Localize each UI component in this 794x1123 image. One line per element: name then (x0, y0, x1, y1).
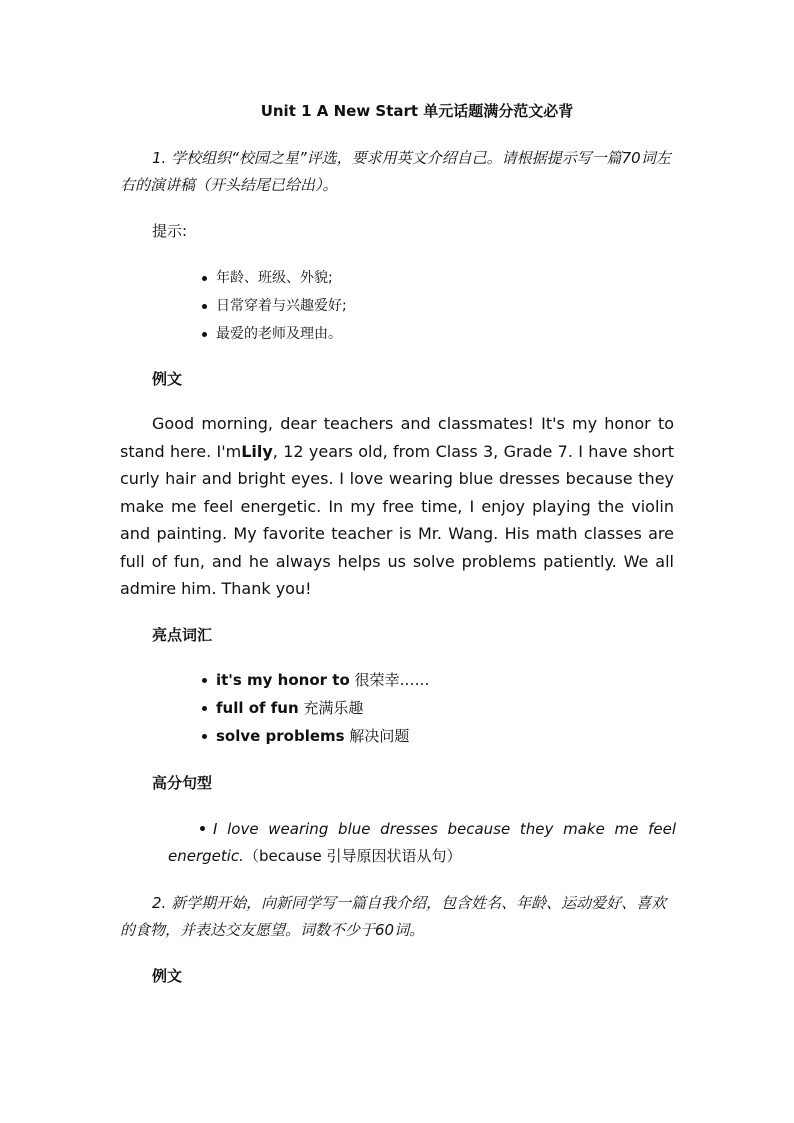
example-heading: 例文 (152, 370, 183, 388)
pattern-sentence: I love wearing blue dresses because they make me feel energetic. (168, 820, 676, 865)
hint-heading: 提示: (152, 222, 188, 240)
task-2-prompt: 2. 新学期开始，向新同学写一篇自我介绍，包含姓名、年龄、运动爱好、喜欢的食物，并表达交友愿望。词数不少于60词。 (120, 894, 667, 939)
list-item (200, 694, 430, 722)
list-item: 日常穿着与兴趣爱好; (200, 292, 347, 320)
pattern-item (168, 816, 676, 870)
essay-text-part1: Good morning, dear teachers and classmates! It's my honor to stand here. I'm (120, 414, 674, 461)
pattern-heading: 高分句型 (152, 774, 213, 792)
vocab-heading: 亮点词汇 (152, 626, 213, 644)
vocab-meaning: 充满乐趣 (298, 699, 364, 717)
essay-text-part2: , 12 years old, from Class 3, Grade 7. I have short curly hair and bright eyes. I love wearing blue dresses because they make me feel energetic. In my free time, I enjoy playing the violin and painting. My favorite teacher is Mr. Wang. His math classes are full of fun, and he always helps us solve problems patiently. We all admire him. Thank you! (120, 441, 674, 598)
pattern-note: （because 引导原因状语从句） (243, 847, 462, 865)
example-heading-2: 例文 (152, 967, 183, 985)
vocab-term: solve problems (216, 727, 345, 745)
bullet-dot (200, 826, 205, 831)
document-title: Unit 1 A New Start 单元话题满分范文必背 (260, 102, 574, 120)
task-1-prompt: 1. 学校组织“校园之星”评选，要求用英文介绍自己。请根据提示写一篇70词左右的演讲稿（开头结尾已给出）。 (120, 149, 671, 194)
example-essay (120, 410, 674, 603)
vocab-meaning: 很荣幸…… (349, 671, 430, 689)
list-item (200, 666, 430, 694)
hint-list (200, 264, 347, 348)
vocab-term: it's my honor to (216, 671, 350, 689)
list-item (200, 722, 430, 750)
list-item: 年龄、班级、外貌; (200, 264, 347, 292)
vocab-meaning: 解决问题 (344, 727, 410, 745)
vocab-list (200, 666, 430, 750)
list-item: 最爱的老师及理由。 (200, 320, 347, 348)
vocab-term: full of fun (216, 699, 299, 717)
essay-name: Lily (241, 441, 273, 461)
